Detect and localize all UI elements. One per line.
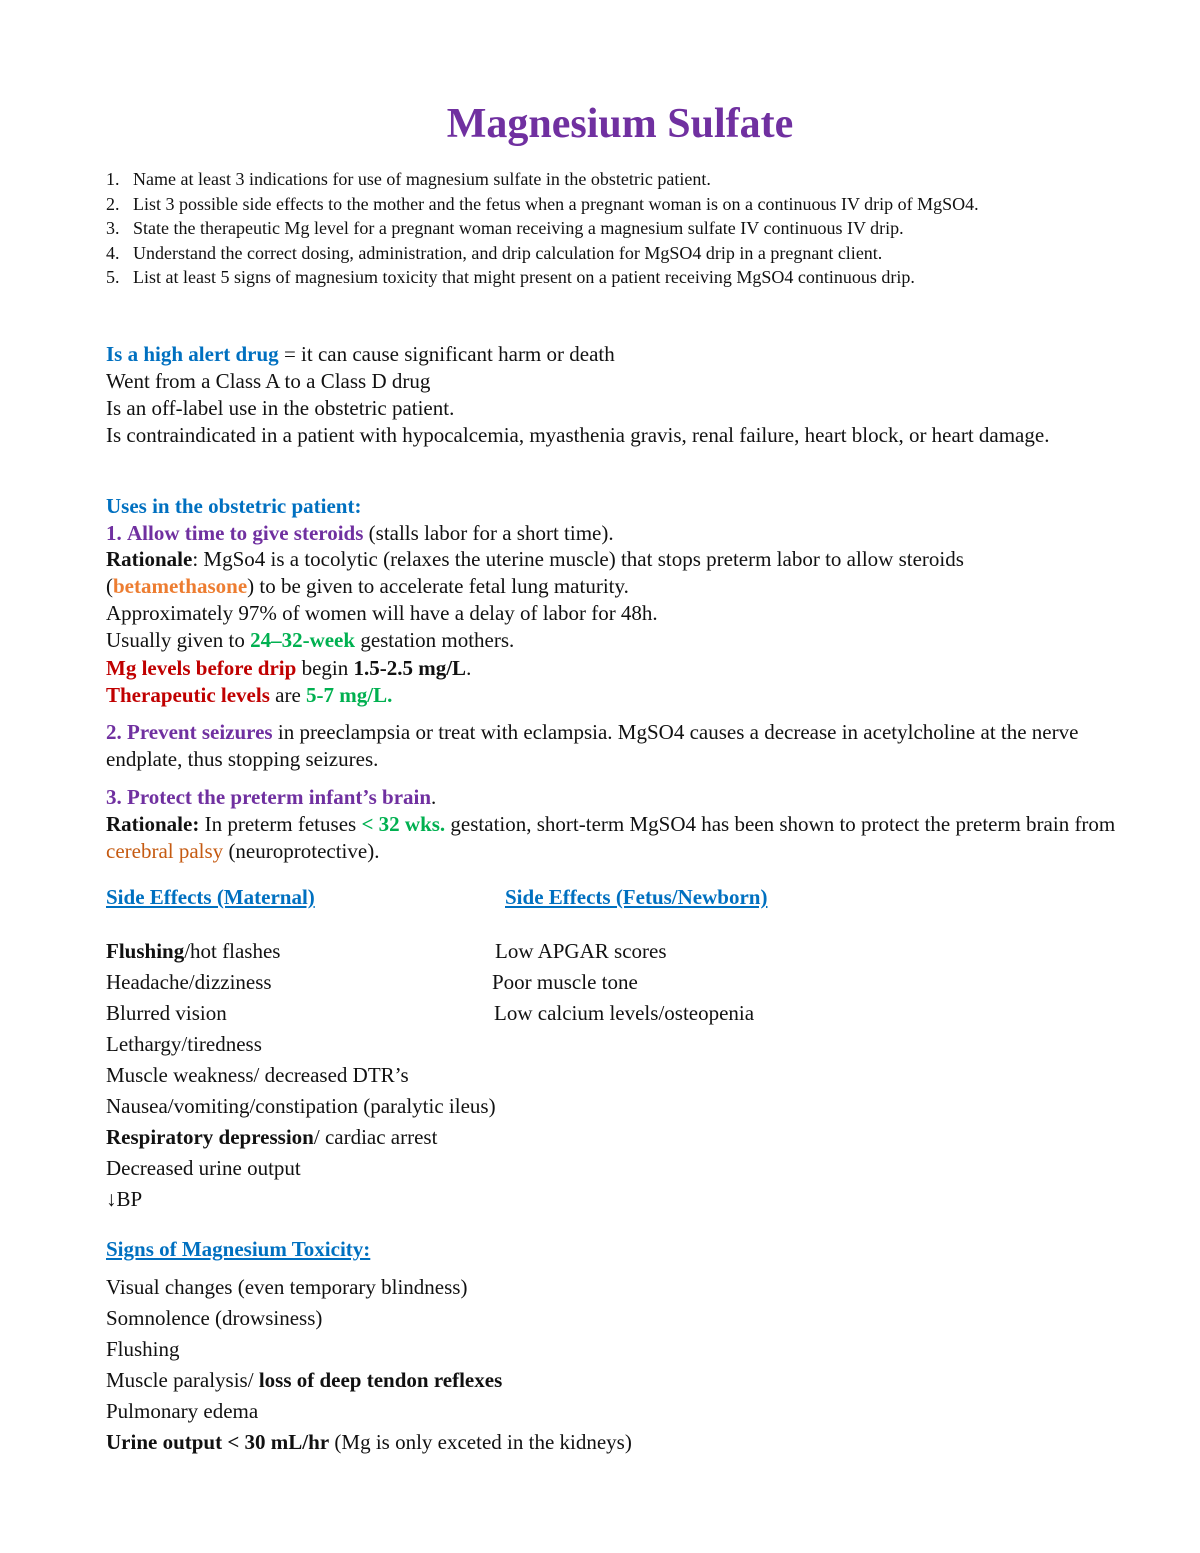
use-1-line: 1. Allow time to give steroids (stalls labor for a short time). [106,521,614,545]
maternal-side-effect-item: Lethargy/tiredness [106,1032,262,1056]
fetal-side-effect-item: Poor muscle tone [492,970,638,994]
objective-item: 5. List at least 5 signs of magnesium toxicity that might present on a patient receiving MgSO4 continuous drip. [106,267,915,287]
maternal-side-effect-item: Flushing/hot flashes [106,939,281,963]
alert-line: Is an off-label use in the obstetric patient. [106,396,455,420]
toxicity-item: Muscle paralysis/ loss of deep tendon reflexes [106,1368,503,1392]
maternal-side-effect-item: Respiratory depression/ cardiac arrest [106,1125,438,1149]
toxicity-item: Pulmonary edema [106,1399,259,1423]
uses-heading: Uses in the obstetric patient: [106,494,362,518]
learning-objectives-list [106,167,1106,290]
high-alert-line: Is a high alert drug = it can cause significant harm or death [106,342,615,366]
fetal-side-effect-item: Low APGAR scores [495,939,667,963]
fetal-side-effect-item: Low calcium levels/osteopenia [494,1001,755,1025]
fetal-side-effects-heading: Side Effects (Fetus/Newborn) [505,885,768,909]
toxicity-item: Urine output < 30 mL/hr (Mg is only exceted in the kidneys) [106,1430,632,1454]
document-title: Magnesium Sulfate [446,101,794,147]
mg-levels-before-drip: Mg levels before drip begin 1.5-2.5 mg/L. [106,656,472,680]
objective-item: 2. List 3 possible side effects to the mother and the fetus when a pregnant woman is on a continuous IV drip of MgSO4. [106,193,979,214]
use-3-rationale: Rationale: In preterm fetuses < 32 wks. gestation, short-term MgSO4 has been shown to protect the preterm brain from cerebral palsy (neuroprotective). [106,812,1116,863]
toxicity-heading: Signs of Magnesium Toxicity: [106,1237,371,1261]
therapeutic-levels: Therapeutic levels are 5-7 mg/L. [106,683,393,707]
objective-item: 4. Understand the correct dosing, administration, and drip calculation for MgSO4 drip in a pregnant client. [106,242,883,263]
use-1-usually: Usually given to 24–32-week gestation mothers. [106,628,515,652]
maternal-side-effect-item: Blurred vision [106,1001,227,1025]
objective-item: 1. Name at least 3 indications for use of magnesium sulfate in the obstetric patient. [106,169,711,189]
use-1-approx: Approximately 97% of women will have a delay of labor for 48h. [106,601,658,625]
maternal-side-effect-item: ↓BP [106,1187,143,1211]
use-2-line: 2. Prevent seizures in preeclampsia or treat with eclampsia. MgSO4 causes a decrease in acetylcholine at the nerve endplate, thus stopping seizures. [106,720,1079,771]
contraindication-line: Is contraindicated in a patient with hypocalcemia, myasthenia gravis, renal failure, heart block, or heart damage. [106,423,1050,447]
objective-item: 3. State the therapeutic Mg level for a pregnant woman receiving a magnesium sulfate IV continuous IV drip. [106,218,904,238]
maternal-side-effects-heading: Side Effects (Maternal) [106,885,315,909]
toxicity-item: Somnolence (drowsiness) [106,1306,323,1330]
use-1-rationale: Rationale: MgSo4 is a tocolytic (relaxes the uterine muscle) that stops preterm labor to allow steroids (betamethasone) to be given to accelerate fetal lung maturity. [106,547,964,598]
alert-line: Went from a Class A to a Class D drug [106,369,431,393]
maternal-side-effect-item: Decreased urine output [106,1156,301,1180]
use-3-line: 3. Protect the preterm infant’s brain. [106,785,437,809]
toxicity-item: Flushing [106,1337,180,1361]
maternal-side-effect-item: Headache/dizziness [106,970,272,994]
maternal-side-effect-item: Muscle weakness/ decreased DTR’s [106,1063,409,1087]
toxicity-item: Visual changes (even temporary blindness) [106,1275,468,1299]
maternal-side-effect-item: Nausea/vomiting/constipation (paralytic ileus) [106,1094,496,1118]
